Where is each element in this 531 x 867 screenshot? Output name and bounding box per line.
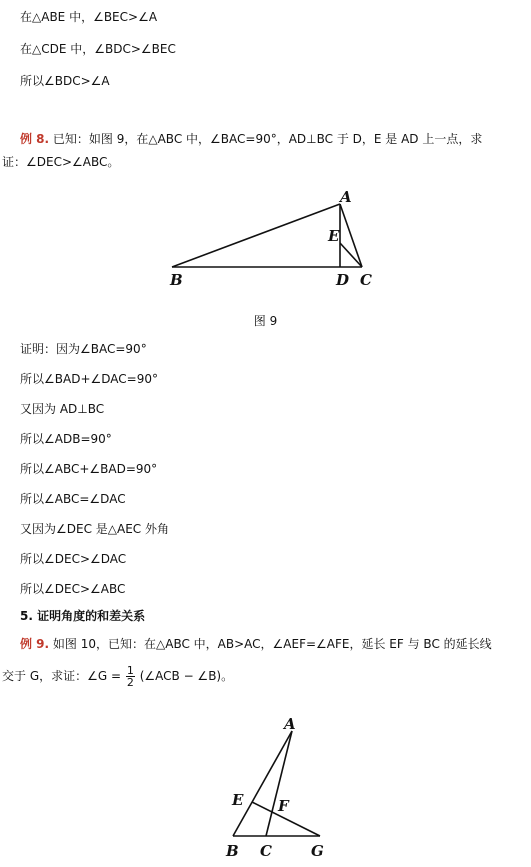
proof-line-3: 又因为 AD⊥BC [20,402,105,416]
example-9-text-suffix: (∠ACB − ∠B)。 [139,669,234,683]
proof-line-1: 证明：因为∠BAC=90° [20,342,147,356]
fraction-denominator: 2 [126,676,134,689]
example-9-text-prefix: 交于 G，求证：∠G = [2,669,122,683]
point-label-E: E [328,227,340,245]
segment-AB [172,204,340,267]
example-9-statement [20,636,492,652]
segment-AC [340,204,362,267]
example-9-text-line-2 [2,663,233,689]
proof-line-8: 所以∠DEC>∠DAC [20,552,127,566]
figure-10 [218,715,338,865]
example-8-text-line-2: 证：∠DEC>∠ABC。 [2,155,120,169]
point-label-D: D [336,271,350,289]
point-label-C: C [260,842,272,860]
prev-proof-line-2: 在△CDE 中，∠BDC>∠BEC [20,42,176,56]
proof-line-2: 所以∠BAD+∠DAC=90° [20,372,158,386]
segment-EC [340,243,362,267]
point-label-G: G [311,842,324,860]
example-8-statement [20,131,482,147]
point-label-B: B [170,271,183,289]
example-8-label: 例 8. [20,132,50,146]
example-8-text-line-1: 已知：如图 9，在△ABC 中，∠BAC=90°，AD⊥BC 于 D，E 是 AD 上一点，求 [52,132,483,146]
figure-9-caption: 图 9 [253,314,278,328]
prev-proof-line-3: 所以∠BDC>∠A [20,74,110,88]
point-label-F: F [278,797,289,815]
point-label-A: A [284,715,296,733]
proof-line-6: 所以∠ABC=∠DAC [20,492,126,506]
point-label-E: E [232,791,244,809]
example-9-label: 例 9. [20,637,50,651]
segment-AB [233,731,292,836]
example-9-text-line-1: 如图 10，已知：在△ABC 中，AB>AC，∠AEF=∠AFE，延长 EF 与 BC 的延长线 [52,637,492,651]
proof-line-9: 所以∠DEC>∠ABC [20,582,126,596]
fraction-one-half [126,665,135,688]
point-label-C: C [360,271,372,289]
figure-9 [160,188,390,296]
proof-line-5: 所以∠ABC+∠BAD=90° [20,462,158,476]
fraction-numerator: 1 [126,664,134,677]
proof-line-7: 又因为∠DEC 是△AEC 外角 [20,522,169,536]
section-5-title: 5. 证明角度的和差关系 [20,609,146,623]
proof-line-4: 所以∠ADB=90° [20,432,112,446]
prev-proof-line-1: 在△ABE 中，∠BEC>∠A [20,10,158,24]
point-label-A: A [340,188,352,206]
point-label-B: B [226,842,239,860]
